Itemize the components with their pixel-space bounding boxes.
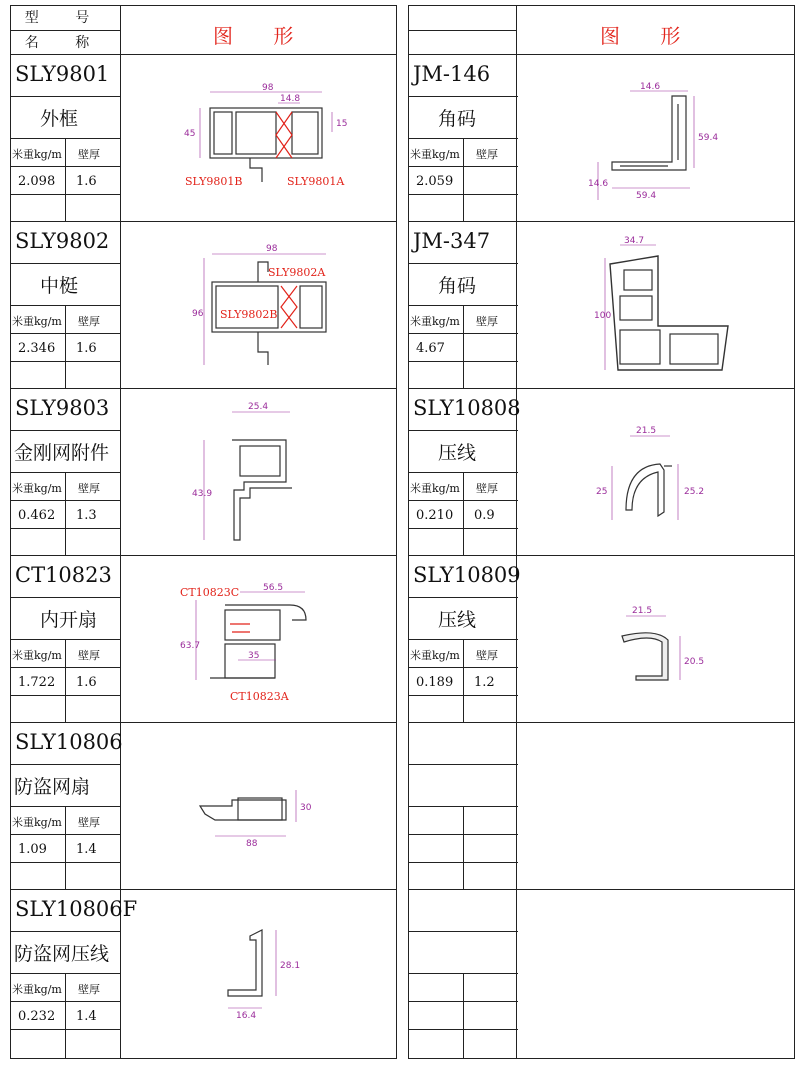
model-code: SLY10808 [413,396,521,420]
dim-sly9801-inner: 14.8 [280,94,301,104]
wall-thickness-label: 壁厚 [476,148,498,161]
dim-sly9801-width: 98 [262,83,274,93]
wall-thickness-value: 0.9 [474,508,495,523]
model-name: 防盗网扇 [14,776,91,798]
dim-sly9803-height: 43.9 [192,489,213,499]
drawing-sly10806f [228,930,276,1008]
model-code: CT10823 [15,563,112,587]
dim-sly9802-height: 96 [192,309,204,319]
dim-jm146-bottom: 59.4 [636,191,657,201]
wall-thickness-value: 1.6 [76,675,97,690]
dim-jm146-right: 59.4 [698,133,719,143]
wall-thickness-label: 壁厚 [476,482,498,495]
wall-thickness-label: 壁厚 [78,983,100,996]
unit-weight-value: 2.346 [18,341,56,356]
model-code: SLY10806 [15,730,123,754]
dim-sly10806f-height: 28.1 [280,961,301,971]
wall-thickness-label: 壁厚 [78,816,100,829]
left-drawing-title: 图 形 [213,24,296,48]
unit-weight-value: 2.098 [18,174,56,189]
dim-sly10808-right: 25.2 [684,487,705,497]
wall-thickness-value: 1.4 [76,842,97,857]
dim-sly10809-width: 21.5 [632,606,653,616]
wall-thickness-label: 壁厚 [476,649,498,662]
model-code: JM-347 [413,229,491,253]
model-name: 压线 [438,442,477,464]
wall-thickness-label: 壁厚 [78,482,100,495]
wall-thickness-label: 壁厚 [78,148,100,161]
unit-weight-value: 0.210 [416,508,454,523]
dim-sly10808-width: 21.5 [636,426,657,436]
header-name-label: 名 称 [24,35,106,51]
dim-sly10806-width: 88 [246,839,258,849]
unit-weight-value: 0.232 [18,1009,56,1024]
drawing-sly10806 [200,790,296,836]
model-code: SLY9803 [15,396,110,420]
model-name: 防盗网压线 [14,943,110,965]
dim-sly9801-height: 45 [184,129,196,139]
model-name: 金刚网附件 [14,442,110,464]
model-code: SLY10809 [413,563,521,587]
tag-ct10823a: CT10823A [230,690,289,703]
drawing-sly10809 [622,616,680,680]
drawing-sly9801 [200,92,332,182]
unit-weight-label: 米重kg/m [12,816,62,829]
right-drawing-title: 图 形 [600,24,683,48]
unit-weight-label: 米重kg/m [410,482,460,495]
dim-sly9803-width: 25.4 [248,402,269,412]
drawing-sly10808 [612,436,678,520]
wall-thickness-value: 1.6 [76,341,97,356]
unit-weight-label: 米重kg/m [12,482,62,495]
model-name: 角码 [438,275,477,297]
unit-weight-label: 米重kg/m [12,983,62,996]
unit-weight-label: 米重kg/m [410,649,460,662]
dim-jm347-height: 100 [594,311,612,321]
drawing-sly9803 [204,412,292,540]
model-name: 外框 [40,108,79,130]
dim-sly10808-left: 25 [596,487,608,497]
unit-weight-value: 4.67 [416,341,445,356]
dim-sly10809-height: 20.5 [684,657,705,667]
tag-sly9801a: SLY9801A [287,175,345,188]
dim-jm347-width: 34.7 [624,236,645,246]
model-name: 内开扇 [40,609,98,631]
wall-thickness-label: 壁厚 [78,649,100,662]
wall-thickness-value: 1.3 [76,508,97,523]
unit-weight-value: 1.09 [18,842,47,857]
wall-thickness-value: 1.4 [76,1009,97,1024]
unit-weight-label: 米重kg/m [12,315,62,328]
dim-jm146-left: 14.6 [588,179,609,189]
wall-thickness-label: 壁厚 [78,315,100,328]
wall-thickness-label: 壁厚 [476,315,498,328]
dim-ct10823-height: 63.7 [180,641,201,651]
model-name: 角码 [438,108,477,130]
model-code: SLY9801 [15,62,110,86]
wall-thickness-value: 1.2 [474,675,495,690]
unit-weight-value: 1.722 [18,675,56,690]
unit-weight-value: 0.189 [416,675,454,690]
tag-sly9802b: SLY9802B [220,308,278,321]
dim-ct10823-width: 56.5 [263,583,284,593]
unit-weight-value: 2.059 [416,174,454,189]
dim-sly10806-height: 30 [300,803,312,813]
header-model-label: 型 号 [24,10,106,26]
dim-sly9802-width: 98 [266,244,278,254]
model-name: 中梃 [40,275,79,297]
drawing-jm146 [598,91,694,200]
dim-sly10806f-width: 16.4 [236,1011,257,1021]
tag-sly9801b: SLY9801B [185,175,243,188]
dim-sly9801-side: 15 [336,119,348,129]
tag-sly9802a: SLY9802A [268,266,326,279]
dim-jm146-top: 14.6 [640,82,661,92]
unit-weight-label: 米重kg/m [410,315,460,328]
model-code: JM-146 [413,62,491,86]
unit-weight-label: 米重kg/m [410,148,460,161]
dim-ct10823-inner: 35 [248,651,260,661]
model-name: 压线 [438,609,477,631]
drawing-jm347 [605,245,728,370]
model-code: SLY9802 [15,229,110,253]
wall-thickness-value: 1.6 [76,174,97,189]
model-code: SLY10806F [15,897,138,921]
drawing-ct10823 [196,592,306,680]
unit-weight-label: 米重kg/m [12,649,62,662]
tag-ct10823c: CT10823C [180,586,240,599]
unit-weight-label: 米重kg/m [12,148,62,161]
unit-weight-value: 0.462 [18,508,56,523]
